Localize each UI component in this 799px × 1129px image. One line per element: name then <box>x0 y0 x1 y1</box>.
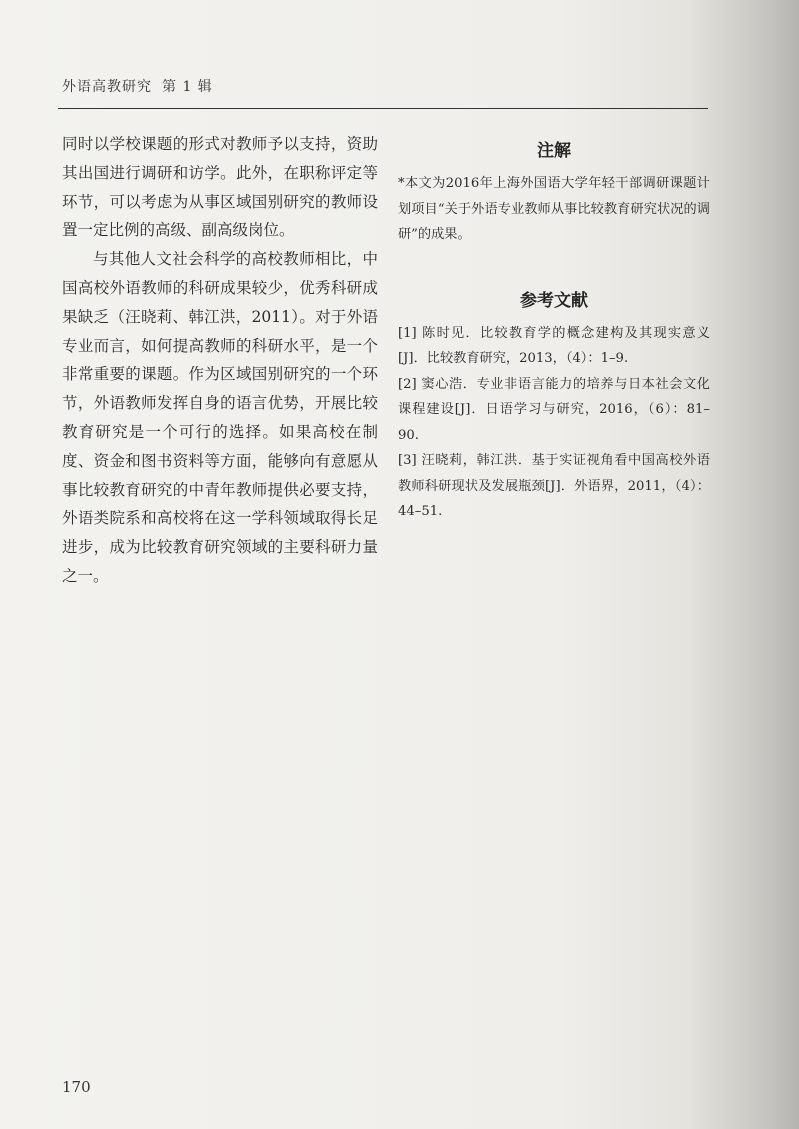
note-text: *本文为2016年上海外国语大学年轻干部调研课题计划项目“关于外语专业教师从事比较教育研究状况的调研”的成果。 <box>398 176 710 242</box>
notes-title: 注解 <box>537 141 571 161</box>
body-column <box>62 130 378 591</box>
page-number: 170 <box>62 1078 91 1096</box>
journal-title: 外语高教研究 <box>62 79 152 95</box>
body-paragraph-1: 同时以学校课题的形式对教师予以支持，资助其出国进行调研和访学。此外，在职称评定等环节，可以考虑为从事区域国别研究的教师设置一定比例的高级、副高级岗位。 <box>62 135 378 240</box>
body-paragraph-2: 与其他人文社会科学的高校教师相比，中国高校外语教师的科研成果较少，优秀科研成果缺乏（汪晓莉、韩江洪，2011）。对于外语专业而言，如何提高教师的科研水平，是一个非常重要的课题。作为区域国别研究的一个环节，外语教师发挥自身的语言优势，开展比较教育研究是一个可行的选择。如果高校在制度、资金和图书资料等方面，能够向有意愿从事比较教育研究的中青年教师提供必要支持，外语类院系和高校将在这一学科领域取得长足进步，成为比较教育研究领域的主要科研力量之一。 <box>62 250 378 585</box>
volume-label: 第 1 辑 <box>162 79 213 95</box>
running-header <box>62 76 213 96</box>
header-rule <box>58 108 708 109</box>
references-title: 参考文献 <box>520 290 588 311</box>
reference-item-3: [3] 汪晓莉，韩江洪．基于实证视角看中国高校外语教师科研现状及发展瓶颈[J]．外语界，2011，（4）：44–51. <box>398 453 710 519</box>
reference-item-2: [2] 窦心浩．专业非语言能力的培养与日本社会文化课程建设[J]．日语学习与研究，2016，（6）：81–90. <box>398 376 710 443</box>
reference-item-1: [1] 陈时见．比较教育学的概念建构及其现实意义[J]．比较教育研究，2013，（4）：1–9. <box>398 325 710 366</box>
notes-references-column <box>398 136 710 525</box>
